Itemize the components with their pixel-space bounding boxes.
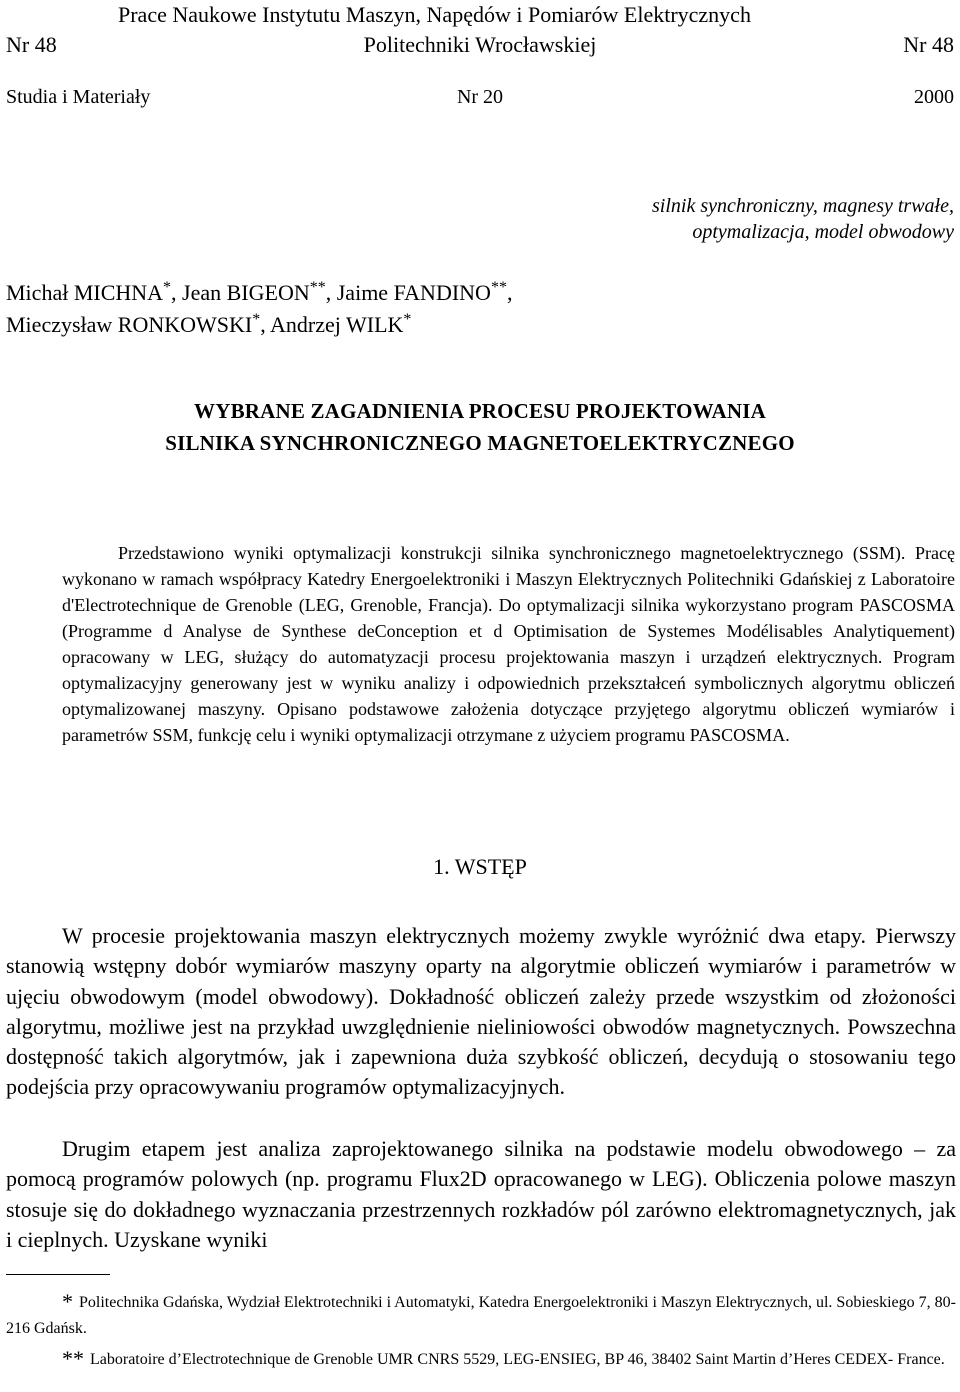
authors-line-2 (6, 310, 411, 340)
section-heading: 1. WSTĘP (433, 854, 527, 879)
footnote-separator (6, 1274, 110, 1275)
series-title: Prace Naukowe Instytutu Maszyn, Napędów i Pomiarów Elektrycznych (118, 2, 751, 27)
abstract: Przedstawiono wyniki optymalizacji konstrukcji silnika synchronicznego magnetoelektrycznego (SSM). Pracę wykonano w ramach współpracy Katedry Energoelektroniki i Maszyn Elektrycznych Politechniki Gdańskiej z Laboratoire d'Electrotechnique de Grenoble (LEG, Grenoble, Francja). Do optymalizacji silnika wykorzystano program PASCOSMA (Programme d Analyse de Synthese deConception et d Optimisation de Systemes Modélisables Analytiquement) opracowany w LEG, służący do automatyzacji procesu projektowania maszyn i urządzeń elektrycznych. Program optymalizacyjny generowany jest w wyniku analizy i odpowiednich przekształceń symbolicznych algorytmu obliczeń optymalizowanej maszyny. Opisano podstawowe założenia dotyczące przyjętego algorytmu obliczeń wymiarów i parametrów SSM, funkcję celu i wyniki optymalizacji otrzymane z użyciem programu PASCOSMA. (62, 543, 955, 745)
separator: , (506, 280, 513, 305)
affiliation-mark: ** (309, 279, 326, 296)
footnote-mark: ** (62, 1346, 84, 1371)
author-name: , Jean BIGEON (171, 280, 310, 305)
paper-title-line-1: WYBRANE ZAGADNIENIA PROCESU PROJEKTOWANIA (194, 399, 766, 423)
authors-line-1 (6, 278, 512, 308)
keywords-line-2: optymalizacja, model obwodowy (692, 221, 954, 243)
affiliation-mark: * (252, 311, 261, 328)
author-name: Michał MICHNA (6, 280, 164, 305)
affiliation-mark: * (403, 311, 412, 328)
footnote-mark: * (62, 1289, 73, 1314)
footnote-text: Politechnika Gdańska, Wydział Elektrotechniki i Automatyki, Katedra Energoelektroniki i Maszyn Elektrycznych, ul. Sobieskiego 7, 80-216 Gdańsk. (6, 1294, 956, 1337)
author-name: , Andrzej WILK (260, 312, 404, 337)
body-paragraph: Drugim etapem jest analiza zaprojektowanego silnika na podstawie modelu obwodowego – za pomocą programów polowych (np. programu Flux2D opracowanego w LEG). Obliczenia polowe maszyn stosuje się do dokładnego wyznaczania przestrzennych rozkładów pól zarówno elektromagnetycznych, jak i cieplnych. Uzyskane wyniki (6, 1136, 956, 1252)
affiliation-mark: ** (490, 279, 507, 296)
subseries: Studia i Materiały (6, 86, 151, 108)
keywords-line-1: silnik synchroniczny, magnesy trwałe, (652, 195, 954, 217)
author-name: , Jaime FANDINO (325, 280, 491, 305)
footnote-2 (6, 1346, 956, 1373)
body-paragraph: W procesie projektowania maszyn elektrycznych możemy zwykle wyróżnić dwa etapy. Pierwszy stanowią wstępny dobór wymiarów maszyny oparty na algorytmie obliczeń wymiarów i parametrów w ujęciu obwodowym (model obwodowy). Dokładność obliczeń zależy przede wszystkim od złożoności algorytmu, możliwe jest na przykład uwzględnienie nieliniowości obwodów magnetycznych. Powszechna dostępność takich algorytmów, jak i zapewniona duża szybkość obliczeń, decydują o stosowaniu tego podejścia przy opracowywaniu programów optymalizacyjnych. (6, 923, 956, 1100)
footnote-1 (6, 1289, 956, 1342)
footnote-text: Laboratoire d’Electrotechnique de Grenoble UMR CNRS 5529, LEG-ENSIEG, BP 46, 38402 Saint Martin d’Heres CEDEX- France. (90, 1351, 945, 1368)
issue-number-right: Nr 48 (903, 32, 954, 57)
publisher: Politechniki Wrocławskiej (363, 32, 597, 57)
paper-title-line-2: SILNIKA SYNCHRONICZNEGO MAGNETOELEKTRYCZNEGO (165, 431, 795, 455)
issue-number-left: Nr 48 (6, 32, 57, 57)
author-name: Mieczysław RONKOWSKI (6, 312, 253, 337)
affiliation-mark: * (163, 279, 172, 296)
issue: Nr 20 (456, 86, 504, 108)
year: 2000 (914, 86, 954, 108)
